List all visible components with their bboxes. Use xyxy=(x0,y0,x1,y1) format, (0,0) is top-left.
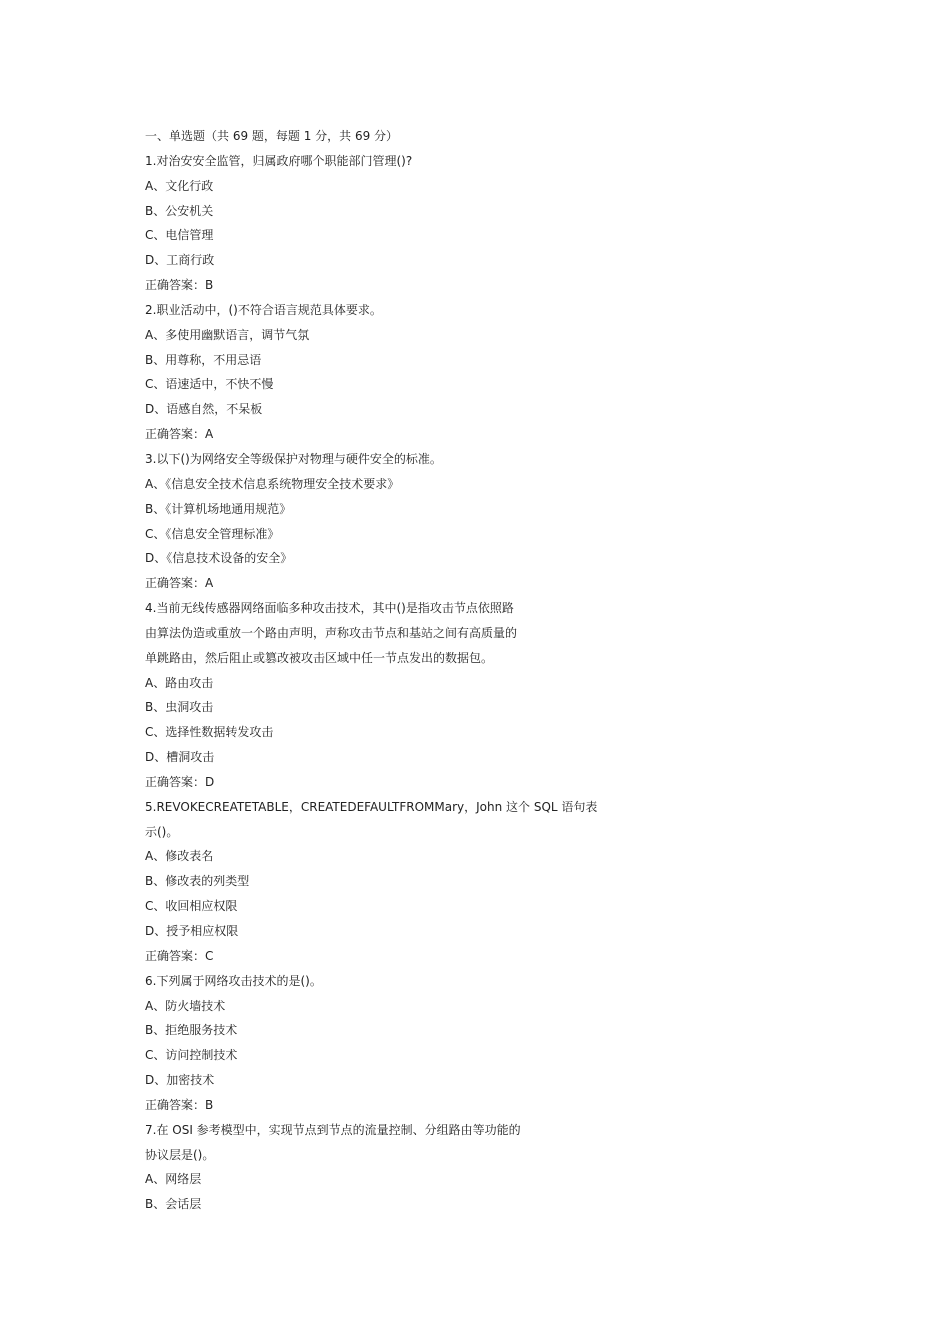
question-4-option-a: A、路由攻击 xyxy=(145,675,214,690)
question-3-option-d: D、《信息技术设备的安全》 xyxy=(145,551,293,566)
question-4-option-d: D、槽洞攻击 xyxy=(145,750,215,765)
question-2-line-1: 2.职业活动中，()不符合语言规范具体要求。 xyxy=(145,302,382,317)
question-6-option-c: C、访问控制技术 xyxy=(145,1048,238,1063)
question-7-line-2: 协议层是()。 xyxy=(145,1147,215,1162)
question-6-option-d: D、加密技术 xyxy=(145,1073,215,1088)
question-3-answer: 正确答案：A xyxy=(145,576,214,591)
question-2-option-a: A、多使用幽默语言，调节气氛 xyxy=(145,327,310,342)
question-4-line-1: 4.当前无线传感器网络面临多种攻击技术，其中()是指攻击节点依照路 xyxy=(145,601,514,616)
question-2-option-c: C、语速适中，不快不慢 xyxy=(145,377,274,392)
question-3-option-b: B、《计算机场地通用规范》 xyxy=(145,501,292,516)
question-6-option-b: B、拒绝服务技术 xyxy=(145,1023,238,1038)
question-7-line-1: 7.在 OSI 参考模型中，实现节点到节点的流量控制、分组路由等功能的 xyxy=(145,1122,521,1137)
question-5-line-1: 5.REVOKECREATETABLE，CREATEDEFAULTFROMMary，John 这个 SQL 语句表 xyxy=(145,799,598,814)
question-1-option-a: A、文化行政 xyxy=(145,178,214,193)
question-5-option-c: C、收回相应权限 xyxy=(145,899,238,914)
question-4-option-c: C、选择性数据转发攻击 xyxy=(145,725,274,740)
question-5-answer: 正确答案：C xyxy=(145,948,214,963)
question-7-option-b: B、会话层 xyxy=(145,1197,202,1212)
question-2-answer: 正确答案：A xyxy=(145,427,214,442)
question-1-option-d: D、工商行政 xyxy=(145,253,215,268)
question-5-option-a: A、修改表名 xyxy=(145,849,214,864)
question-3-line-1: 3.以下()为网络安全等级保护对物理与硬件安全的标准。 xyxy=(145,451,442,466)
question-3-option-c: C、《信息安全管理标准》 xyxy=(145,526,280,541)
question-7-option-a: A、网络层 xyxy=(145,1172,202,1187)
question-4-line-3: 单跳路由，然后阻止或篡改被攻击区域中任一节点发出的数据包。 xyxy=(145,650,494,665)
question-3-option-a: A、《信息安全技术信息系统物理安全技术要求》 xyxy=(145,476,400,491)
question-6-line-1: 6.下列属于网络攻击技术的是()。 xyxy=(145,973,322,988)
question-1-answer: 正确答案：B xyxy=(145,278,214,293)
question-4-line-2: 由算法伪造或重放一个路由声明，声称攻击节点和基站之间有高质量的 xyxy=(145,625,518,640)
question-1-option-c: C、电信管理 xyxy=(145,228,214,243)
question-2-option-b: B、用尊称，不用忌语 xyxy=(145,352,262,367)
question-6-answer: 正确答案：B xyxy=(145,1097,214,1112)
question-5-option-d: D、授予相应权限 xyxy=(145,924,239,938)
question-2-option-d: D、语感自然，不呆板 xyxy=(145,402,263,417)
section-heading: 一、单选题（共 69 题，每题 1 分，共 69 分） xyxy=(145,129,399,143)
question-4-option-b: B、虫洞攻击 xyxy=(145,700,214,715)
document-content xyxy=(145,124,765,1217)
question-6-option-a: A、防火墙技术 xyxy=(145,998,226,1013)
question-4-answer: 正确答案：D xyxy=(145,774,215,789)
question-1-line-1: 1.对治安安全监管，归属政府哪个职能部门管理()? xyxy=(145,153,413,168)
question-5-option-b: B、修改表的列类型 xyxy=(145,874,250,889)
question-5-line-2: 示()。 xyxy=(145,824,179,839)
question-1-option-b: B、公安机关 xyxy=(145,203,214,218)
